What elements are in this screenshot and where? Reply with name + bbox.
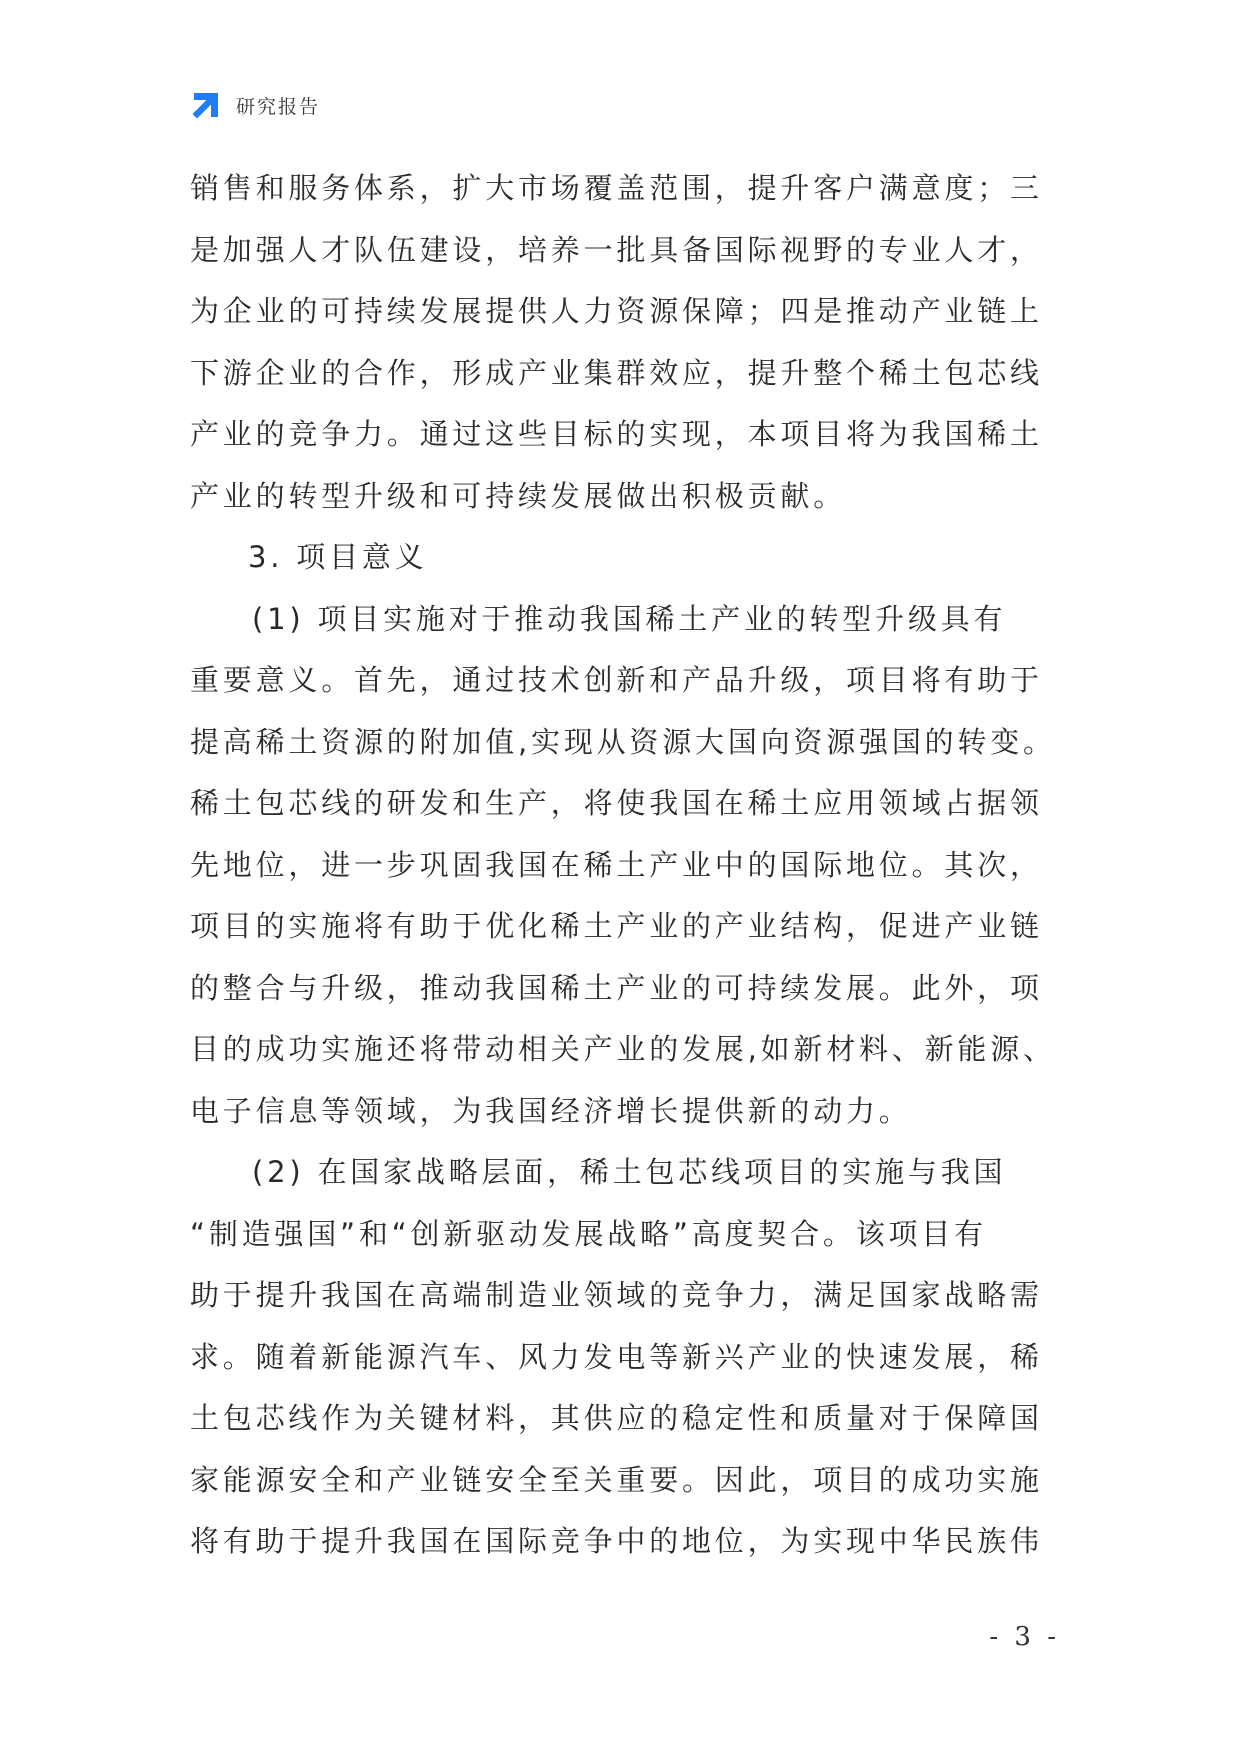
text-line: 助于提升我国在高端制造业领域的竞争力，满足国家战略需	[190, 1278, 1043, 1312]
arrow-up-right-icon	[190, 89, 222, 121]
report-label: 研究报告	[236, 95, 321, 118]
text-line: 为企业的可持续发展提供人力资源保障；四是推动产业链上	[190, 294, 1043, 328]
text-line: 销售和服务体系，扩大市场覆盖范围，提升客户满意度；三	[190, 171, 1043, 205]
text-line: 产业的转型升级和可持续发展做出积极贡献。	[190, 478, 847, 513]
text-line: 是加强人才队伍建设，培养一批具备国际视野的专业人才，	[190, 232, 1043, 267]
section-heading: 3. 项目意义	[248, 540, 428, 574]
text-line: 先地位，进一步巩固我国在稀土产业中的国际地位。其次，	[190, 847, 1043, 882]
text-line: 电子信息等领域，为我国经济增长提供新的动力。	[190, 1093, 912, 1128]
text-line: 稀土包芯线的研发和生产，将使我国在稀土应用领域占据领	[190, 786, 1043, 820]
text-line: 产业的竞争力。通过这些目标的实现，本项目将为我国稀土	[190, 417, 1043, 451]
text-line: 提高稀土资源的附加值,实现从资源大国向资源强国的转变。	[190, 724, 1056, 759]
text-line: 土包芯线作为关键材料，其供应的稳定性和质量对于保障国	[190, 1401, 1043, 1435]
text-line: 目的成功实施还将带动相关产业的发展,如新材料、新能源、	[190, 1032, 1056, 1066]
paragraph-start: (1) 项目实施对于推动我国稀土产业的转型升级具有	[252, 601, 1007, 636]
text-line: “制造强国”和“创新驱动发展战略”高度契合。该项目有	[190, 1216, 987, 1251]
page-number: - 3 -	[989, 1622, 1060, 1652]
text-line: 下游企业的合作，形成产业集群效应，提升整个稀土包芯线	[190, 355, 1043, 390]
text-line: 将有助于提升我国在国际竞争中的地位，为实现中华民族伟	[190, 1524, 1043, 1558]
text-line: 重要意义。首先，通过技术创新和产品升级，项目将有助于	[190, 663, 1043, 697]
text-line: 家能源安全和产业链安全至关重要。因此，项目的成功实施	[190, 1462, 1043, 1497]
document-body	[190, 158, 1060, 1573]
paragraph-start: (2) 在国家战略层面，稀土包芯线项目的实施与我国	[252, 1155, 1007, 1189]
text-line: 求。随着新能源汽车、风力发电等新兴产业的快速发展，稀	[190, 1339, 1043, 1374]
text-line: 的整合与升级，推动我国稀土产业的可持续发展。此外，项	[190, 970, 1043, 1005]
text-line: 项目的实施将有助于优化稀土产业的产业结构，促进产业链	[190, 909, 1043, 943]
page-header	[190, 88, 320, 122]
